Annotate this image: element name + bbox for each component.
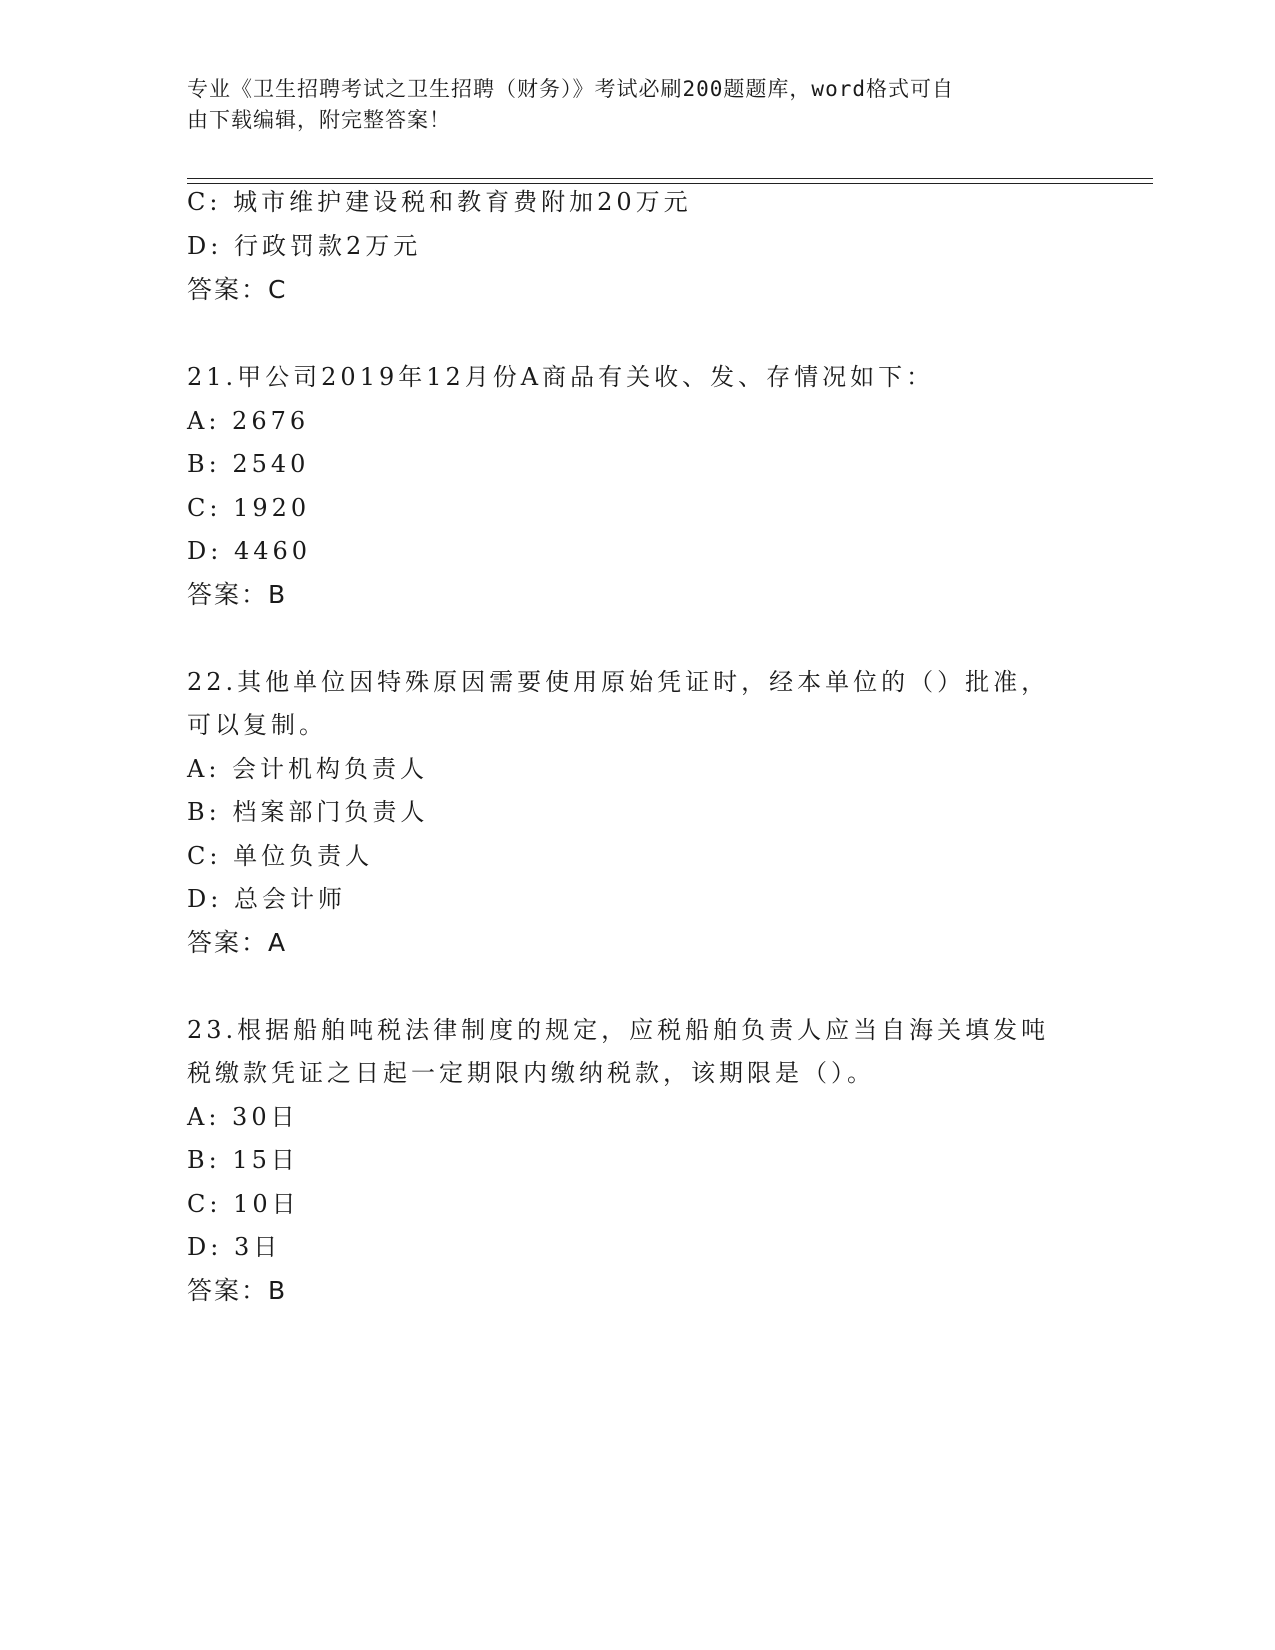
header-divider-bottom — [187, 183, 1153, 184]
option-c: C: 1920 — [187, 494, 311, 522]
option-a: A: 2676 — [187, 407, 310, 435]
option-a: A: 30日 — [187, 1103, 299, 1131]
header-line-2: 由下载编辑，附完整答案！ — [187, 108, 451, 132]
question-stem-continued: 可以复制。 — [187, 711, 327, 739]
document-header — [187, 74, 1067, 136]
question-stem: 22.其他单位因特殊原因需要使用原始凭证时，经本单位的（）批准， — [187, 668, 1050, 696]
option-b: B: 2540 — [187, 450, 310, 478]
answer-label: 答案：B — [187, 1276, 288, 1305]
answer-label: 答案：B — [187, 580, 288, 609]
question-stem: 21.甲公司2019年12月份A商品有关收、发、存情况如下： — [187, 363, 935, 391]
option-d: D: 总会计师 — [187, 885, 346, 913]
header-line-1: 专业《卫生招聘考试之卫生招聘（财务）》考试必刷200题题库，word格式可自 — [187, 77, 954, 101]
header-divider-top — [187, 178, 1153, 179]
question-stem-continued: 税缴款凭证之日起一定期限内缴纳税款，该期限是（）。 — [187, 1059, 875, 1087]
option-d: D: 4460 — [187, 537, 312, 565]
option-b: B: 档案部门负责人 — [187, 798, 429, 826]
answer-label: 答案：C — [187, 275, 288, 304]
option-c: C: 城市维护建设税和教育费附加20万元 — [187, 188, 692, 216]
option-b: B: 15日 — [187, 1146, 299, 1174]
option-d: D: 行政罚款2万元 — [187, 232, 422, 260]
question-stem: 23.根据船舶吨税法律制度的规定，应税船舶负责人应当自海关填发吨 — [187, 1016, 1050, 1044]
option-d: D: 3日 — [187, 1233, 282, 1261]
answer-label: 答案：A — [187, 928, 288, 957]
option-a: A: 会计机构负责人 — [187, 755, 429, 783]
option-c: C: 10日 — [187, 1190, 300, 1218]
option-c: C: 单位负责人 — [187, 842, 374, 870]
